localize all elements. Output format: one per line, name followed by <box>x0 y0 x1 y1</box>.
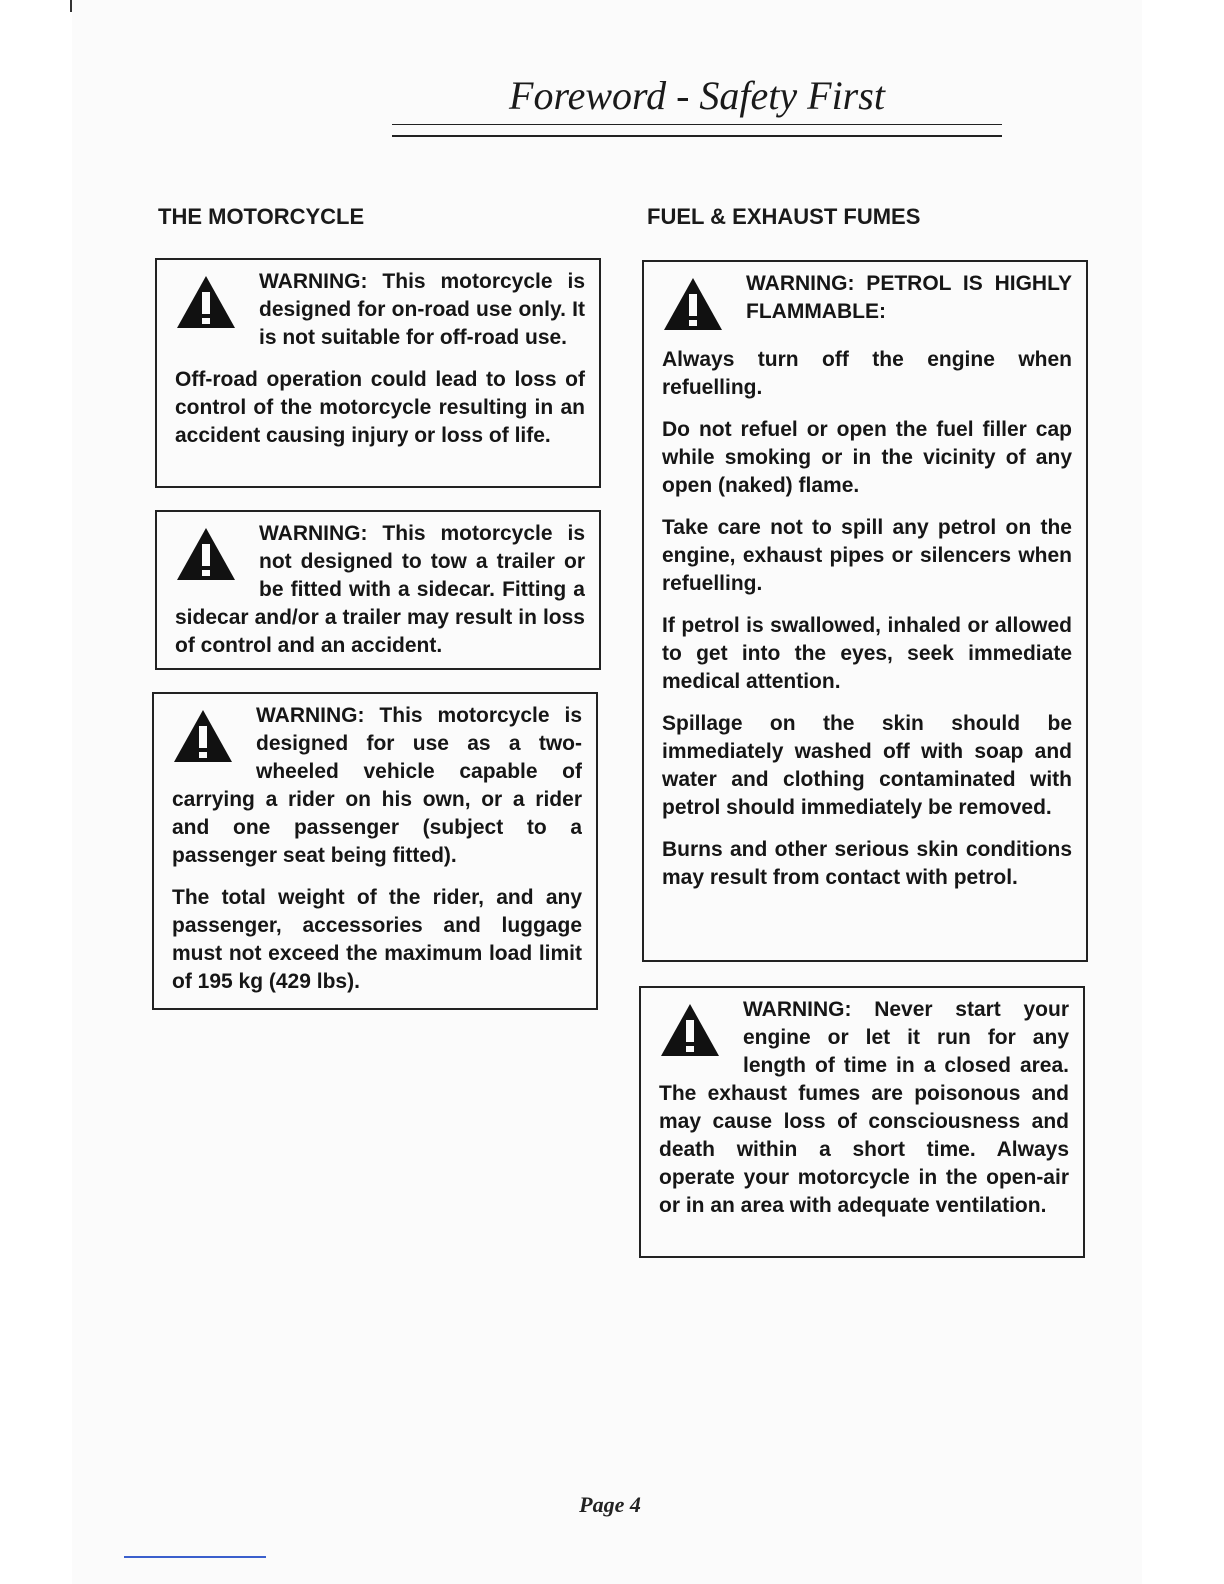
warning-paragraph: Always turn off the engine when refuelling. <box>662 348 1072 399</box>
warning-box-exhaust <box>639 986 1085 1258</box>
bottom-link-underline <box>124 1556 266 1558</box>
warning-text: WARNING: PETROL IS HIGHLY FLAMMABLE: <box>746 272 1072 323</box>
warning-triangle-icon <box>659 1002 721 1058</box>
warning-triangle-icon <box>175 526 237 582</box>
warning-box-on-road <box>155 258 601 488</box>
warning-paragraph <box>175 268 585 352</box>
warning-box-load-limit <box>152 692 598 1010</box>
warning-paragraph: If petrol is swallowed, inhaled or allowed to get into the eyes, seek immediate medical attention. <box>662 614 1072 693</box>
warning-paragraph: Take care not to spill any petrol on the engine, exhaust pipes or silencers when refuelling. <box>662 516 1072 595</box>
page-number: Page 4 <box>579 1492 641 1517</box>
warning-text: WARNING: This motorcycle is designed for use as a two-wheeled vehicle capable of carrying a rider on his own, or a rider and one passenger (subject to a passenger seat being fitted). <box>172 704 582 867</box>
warning-triangle-icon <box>175 274 237 330</box>
page-title: Foreword - Safety First <box>509 73 885 118</box>
warning-box-petrol <box>642 260 1088 962</box>
warning-text: WARNING: This motorcycle is designed for on-road use only. It is not suitable for off-road use. <box>259 270 585 349</box>
warning-paragraph: Burns and other serious skin conditions may result from contact with petrol. <box>662 838 1072 889</box>
section-heading-motorcycle: THE MOTORCYCLE <box>158 204 365 229</box>
section-heading-fuel: FUEL & EXHAUST FUMES <box>647 204 921 229</box>
manual-page <box>72 0 1142 1584</box>
warning-text: WARNING: This motorcycle is not designed to tow a trailer or be fitted with a sidecar. Fitting a sidecar and/or a trailer may result in loss of control and an accident. <box>175 522 585 657</box>
warning-paragraph <box>662 270 1072 332</box>
warning-paragraph: Spillage on the skin should be immediately washed off with soap and water and clothing contaminated with petrol should immediately be removed. <box>662 712 1072 819</box>
warning-triangle-icon <box>662 276 724 332</box>
warning-triangle-icon <box>172 708 234 764</box>
warning-paragraph <box>172 702 582 870</box>
warning-paragraph <box>659 996 1069 1220</box>
warning-text: WARNING: Never start your engine or let it run for any length of time in a closed area. The exhaust fumes are poisonous and may cause loss of consciousness and death within a short time. Always operate your motorcycle in the open-air or in an area with adequate ventilation. <box>659 998 1069 1217</box>
title-rule <box>392 124 1002 137</box>
warning-paragraph <box>175 520 585 660</box>
warning-paragraph: Off-road operation could lead to loss of control of the motorcycle resulting in an accident causing injury or loss of life. <box>175 368 585 447</box>
warning-box-trailer <box>155 510 601 670</box>
warning-paragraph: The total weight of the rider, and any passenger, accessories and luggage must not exceed the maximum load limit of 195 kg (429 lbs). <box>172 886 582 993</box>
warning-paragraph: Do not refuel or open the fuel filler cap while smoking or in the vicinity of any open (naked) flame. <box>662 418 1072 497</box>
